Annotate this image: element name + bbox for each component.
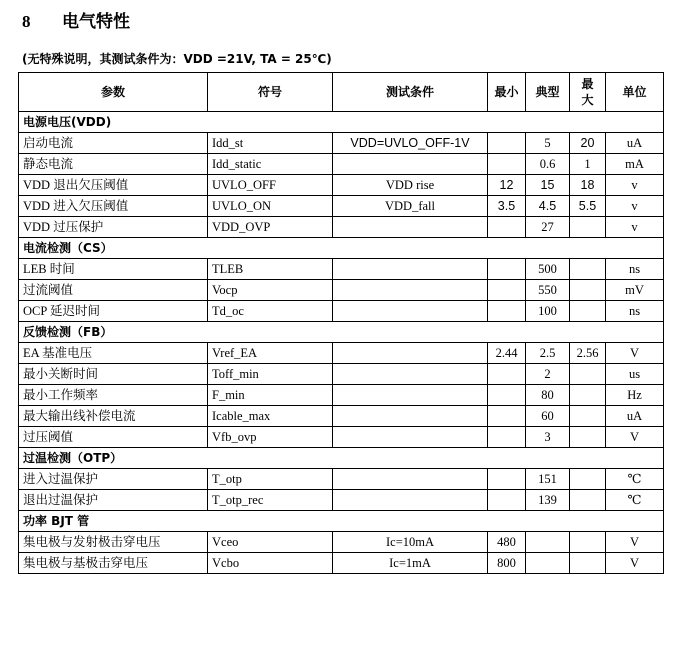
unit-cell: uA bbox=[606, 133, 664, 154]
min-cell bbox=[488, 280, 526, 301]
section-title-cell: 功率 BJT 管 bbox=[19, 511, 664, 532]
symbol-cell: Toff_min bbox=[208, 364, 333, 385]
table-body bbox=[19, 112, 664, 574]
test-condition-note: (无特殊说明，其测试条件为：VDD =21V, TA = 25℃) bbox=[22, 52, 332, 66]
min-cell: 2.44 bbox=[488, 343, 526, 364]
header-param: 参数 bbox=[19, 73, 208, 112]
max-cell bbox=[570, 280, 606, 301]
unit-cell: V bbox=[606, 532, 664, 553]
param-cell: 启动电流 bbox=[19, 133, 208, 154]
symbol-cell: T_otp_rec bbox=[208, 490, 333, 511]
param-cell: OCP 延迟时间 bbox=[19, 301, 208, 322]
symbol-cell: Vcbo bbox=[208, 553, 333, 574]
min-cell bbox=[488, 364, 526, 385]
min-cell: 480 bbox=[488, 532, 526, 553]
typ-cell bbox=[526, 532, 570, 553]
max-cell bbox=[570, 427, 606, 448]
param-cell: 最小工作频率 bbox=[19, 385, 208, 406]
section-heading bbox=[22, 7, 130, 32]
param-cell: VDD 退出欠压阈值 bbox=[19, 175, 208, 196]
unit-cell: v bbox=[606, 217, 664, 238]
min-cell bbox=[488, 490, 526, 511]
param-cell: EA 基准电压 bbox=[19, 343, 208, 364]
max-cell bbox=[570, 553, 606, 574]
max-cell: 2.56 bbox=[570, 343, 606, 364]
max-cell bbox=[570, 385, 606, 406]
unit-cell: ℃ bbox=[606, 469, 664, 490]
max-cell: 1 bbox=[570, 154, 606, 175]
symbol-cell: Vfb_ovp bbox=[208, 427, 333, 448]
param-cell: 静态电流 bbox=[19, 154, 208, 175]
min-cell: 800 bbox=[488, 553, 526, 574]
typ-cell bbox=[526, 553, 570, 574]
max-cell: 20 bbox=[570, 133, 606, 154]
min-cell bbox=[488, 154, 526, 175]
typ-cell: 2.5 bbox=[526, 343, 570, 364]
typ-cell: 27 bbox=[526, 217, 570, 238]
typ-cell: 100 bbox=[526, 301, 570, 322]
header-max: 最大 bbox=[570, 73, 606, 112]
section-number: 8 bbox=[22, 12, 31, 31]
header-symbol: 符号 bbox=[208, 73, 333, 112]
max-cell: 18 bbox=[570, 175, 606, 196]
header-typ: 典型 bbox=[526, 73, 570, 112]
table-row bbox=[19, 301, 664, 322]
param-cell: 集电极与发射极击穿电压 bbox=[19, 532, 208, 553]
param-cell: 进入过温保护 bbox=[19, 469, 208, 490]
param-cell: 过流阈值 bbox=[19, 280, 208, 301]
header-min: 最小 bbox=[488, 73, 526, 112]
min-cell bbox=[488, 385, 526, 406]
symbol-cell: UVLO_ON bbox=[208, 196, 333, 217]
condition-cell bbox=[333, 406, 488, 427]
symbol-cell: Idd_static bbox=[208, 154, 333, 175]
table-row bbox=[19, 280, 664, 301]
table-row bbox=[19, 406, 664, 427]
electrical-characteristics-table bbox=[18, 72, 664, 574]
condition-cell bbox=[333, 385, 488, 406]
unit-cell: V bbox=[606, 343, 664, 364]
unit-cell: V bbox=[606, 427, 664, 448]
param-cell: 集电极与基极击穿电压 bbox=[19, 553, 208, 574]
symbol-cell: Vocp bbox=[208, 280, 333, 301]
typ-cell: 3 bbox=[526, 427, 570, 448]
header-row bbox=[19, 73, 664, 112]
max-cell bbox=[570, 364, 606, 385]
min-cell: 12 bbox=[488, 175, 526, 196]
min-cell bbox=[488, 427, 526, 448]
condition-cell: VDD rise bbox=[333, 175, 488, 196]
table-row bbox=[19, 196, 664, 217]
section-title-cell: 过温检测（OTP） bbox=[19, 448, 664, 469]
unit-cell: uA bbox=[606, 406, 664, 427]
max-cell: 5.5 bbox=[570, 196, 606, 217]
unit-cell: mA bbox=[606, 154, 664, 175]
min-cell: 3.5 bbox=[488, 196, 526, 217]
param-cell: 过压阈值 bbox=[19, 427, 208, 448]
max-cell bbox=[570, 259, 606, 280]
symbol-cell: F_min bbox=[208, 385, 333, 406]
param-cell: LEB 时间 bbox=[19, 259, 208, 280]
symbol-cell: T_otp bbox=[208, 469, 333, 490]
symbol-cell: Vref_EA bbox=[208, 343, 333, 364]
condition-cell: VDD=UVLO_OFF-1V bbox=[333, 133, 488, 154]
section-row bbox=[19, 238, 664, 259]
condition-cell bbox=[333, 364, 488, 385]
param-cell: 最大输出线补偿电流 bbox=[19, 406, 208, 427]
symbol-cell: Vceo bbox=[208, 532, 333, 553]
min-cell bbox=[488, 469, 526, 490]
condition-cell bbox=[333, 301, 488, 322]
condition-cell bbox=[333, 217, 488, 238]
min-cell bbox=[488, 301, 526, 322]
condition-cell bbox=[333, 154, 488, 175]
param-cell: VDD 进入欠压阈值 bbox=[19, 196, 208, 217]
typ-cell: 151 bbox=[526, 469, 570, 490]
section-row bbox=[19, 511, 664, 532]
condition-cell bbox=[333, 490, 488, 511]
table-row bbox=[19, 154, 664, 175]
max-cell bbox=[570, 469, 606, 490]
table-row bbox=[19, 364, 664, 385]
header-unit: 单位 bbox=[606, 73, 664, 112]
typ-cell: 80 bbox=[526, 385, 570, 406]
max-cell bbox=[570, 301, 606, 322]
symbol-cell: UVLO_OFF bbox=[208, 175, 333, 196]
typ-cell: 2 bbox=[526, 364, 570, 385]
section-title-cell: 反馈检测（FB） bbox=[19, 322, 664, 343]
section-row bbox=[19, 322, 664, 343]
typ-cell: 550 bbox=[526, 280, 570, 301]
table-row bbox=[19, 532, 664, 553]
typ-cell: 5 bbox=[526, 133, 570, 154]
table-row bbox=[19, 427, 664, 448]
table-row bbox=[19, 469, 664, 490]
table-row bbox=[19, 343, 664, 364]
section-row bbox=[19, 112, 664, 133]
symbol-cell: Idd_st bbox=[208, 133, 333, 154]
condition-cell: Ic=1mA bbox=[333, 553, 488, 574]
condition-cell bbox=[333, 259, 488, 280]
unit-cell: V bbox=[606, 553, 664, 574]
max-cell bbox=[570, 490, 606, 511]
section-row bbox=[19, 448, 664, 469]
table-row bbox=[19, 175, 664, 196]
table-row bbox=[19, 553, 664, 574]
typ-cell: 4.5 bbox=[526, 196, 570, 217]
max-cell bbox=[570, 532, 606, 553]
unit-cell: ℃ bbox=[606, 490, 664, 511]
symbol-cell: Td_oc bbox=[208, 301, 333, 322]
min-cell bbox=[488, 259, 526, 280]
condition-cell bbox=[333, 469, 488, 490]
section-title-cell: 电流检测（CS） bbox=[19, 238, 664, 259]
section-title-cell: 电源电压(VDD) bbox=[19, 112, 664, 133]
table-row bbox=[19, 385, 664, 406]
unit-cell: us bbox=[606, 364, 664, 385]
unit-cell: mV bbox=[606, 280, 664, 301]
unit-cell: v bbox=[606, 196, 664, 217]
table-row bbox=[19, 259, 664, 280]
typ-cell: 60 bbox=[526, 406, 570, 427]
param-cell: 最小关断时间 bbox=[19, 364, 208, 385]
table-row bbox=[19, 490, 664, 511]
unit-cell: ns bbox=[606, 301, 664, 322]
condition-cell bbox=[333, 427, 488, 448]
table-row bbox=[19, 133, 664, 154]
max-cell bbox=[570, 406, 606, 427]
param-cell: 退出过温保护 bbox=[19, 490, 208, 511]
typ-cell: 0.6 bbox=[526, 154, 570, 175]
typ-cell: 500 bbox=[526, 259, 570, 280]
max-cell bbox=[570, 217, 606, 238]
min-cell bbox=[488, 217, 526, 238]
param-cell: VDD 过压保护 bbox=[19, 217, 208, 238]
condition-cell bbox=[333, 343, 488, 364]
unit-cell: ns bbox=[606, 259, 664, 280]
header-condition: 测试条件 bbox=[333, 73, 488, 112]
typ-cell: 15 bbox=[526, 175, 570, 196]
unit-cell: v bbox=[606, 175, 664, 196]
symbol-cell: VDD_OVP bbox=[208, 217, 333, 238]
symbol-cell: TLEB bbox=[208, 259, 333, 280]
condition-cell bbox=[333, 280, 488, 301]
typ-cell: 139 bbox=[526, 490, 570, 511]
unit-cell: Hz bbox=[606, 385, 664, 406]
symbol-cell: Icable_max bbox=[208, 406, 333, 427]
condition-cell: VDD_fall bbox=[333, 196, 488, 217]
table-row bbox=[19, 217, 664, 238]
min-cell bbox=[488, 133, 526, 154]
min-cell bbox=[488, 406, 526, 427]
condition-cell: Ic=10mA bbox=[333, 532, 488, 553]
section-title: 电气特性 bbox=[62, 12, 130, 32]
